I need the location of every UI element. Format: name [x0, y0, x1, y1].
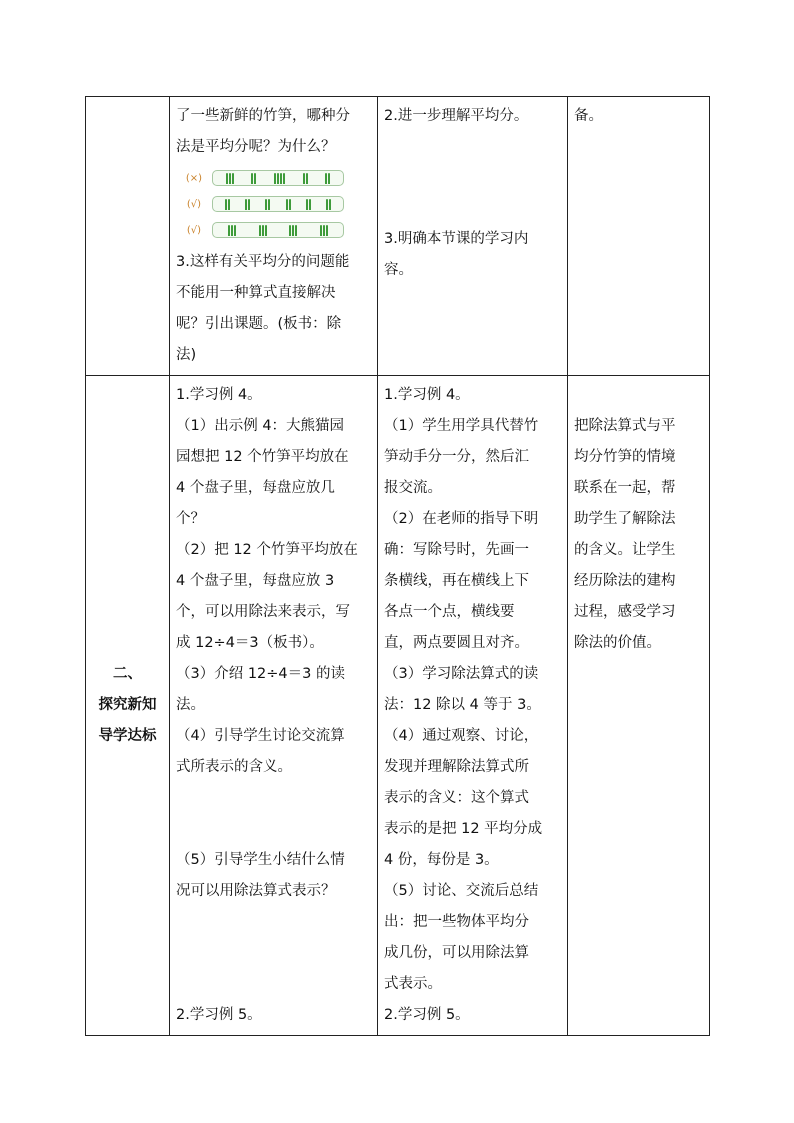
text-line: 1.学习例 4。: [176, 387, 262, 403]
plate-icon: [212, 196, 344, 212]
bamboo-shoot-icon: [274, 173, 285, 184]
text-line: （1）学生用学具代替竹: [384, 418, 539, 434]
text-line: （4）通过观察、讨论，: [384, 728, 539, 744]
text-line: 发现并理解除法算式所: [384, 759, 529, 775]
text-line: 式表示。: [384, 976, 442, 992]
check-mark: (√): [186, 198, 202, 210]
text-line: 表示的含义：这个算式: [384, 790, 529, 806]
figure-row: [176, 217, 371, 243]
bamboo-shoot-icon: [226, 173, 234, 184]
text-line: 联系在一起，帮: [574, 480, 676, 496]
text-line: 表示的是把 12 平均分成: [384, 821, 543, 837]
text-line: 成 12÷4＝3（板书）。: [176, 635, 324, 651]
text-line: 容。: [384, 262, 413, 278]
bamboo-shoot-icon: [225, 199, 230, 210]
bamboo-shoot-icon: [228, 225, 236, 236]
text-line: 把除法算式与平: [574, 418, 676, 434]
text-line: 2.学习例 5。: [384, 1007, 470, 1023]
text-line: 确：写除号时，先画一: [384, 542, 529, 558]
stage-cell: [86, 97, 170, 376]
plate-icon: [212, 222, 344, 238]
check-mark: (×): [185, 172, 203, 184]
text-line: 个？: [176, 511, 205, 527]
plate-icon: [212, 170, 344, 186]
bamboo-shoot-icon: [320, 225, 328, 236]
bamboo-shoot-icon: [251, 173, 256, 184]
text-line: （3）学习除法算式的读: [384, 666, 539, 682]
text-line: （2）把 12 个竹笋平均放在: [176, 542, 358, 558]
text-line: 经历除法的建构: [574, 573, 676, 589]
text-line: 各点一个点，横线要: [384, 604, 515, 620]
text-line: 条横线，再在横线上下: [384, 573, 529, 589]
text-line: 了一些新鲜的竹笋，哪种分: [176, 108, 350, 124]
text-line: （1）出示例 4：大熊猫园: [176, 418, 345, 434]
text-line: （4）引导学生讨论交流算: [176, 728, 345, 744]
text-line: 助学生了解除法: [574, 511, 676, 527]
bamboo-shoot-icon: [245, 199, 250, 210]
stage-title: 探究新知: [98, 697, 157, 713]
text-line: （2）在老师的指导下明: [384, 511, 539, 527]
text-line: 式所表示的含义。: [176, 759, 292, 775]
text-line: 4 个盘子里，每盘应放几: [176, 480, 335, 496]
text-line: 4 个盘子里，每盘应放 3: [176, 573, 335, 589]
text-line: 过程，感受学习: [574, 604, 676, 620]
text-line: 3.这样有关平均分的问题能: [176, 254, 350, 270]
bamboo-shoot-icon: [303, 173, 308, 184]
text-line: 除法的价值。: [574, 635, 661, 651]
bamboo-grouping-figure: [176, 165, 371, 243]
bamboo-shoot-icon: [326, 199, 331, 210]
text-line: 2.进一步理解平均分。: [384, 108, 529, 124]
design-intent-cell: [568, 97, 710, 376]
text-line: 法是平均分呢？为什么？: [176, 139, 336, 155]
text-line: 均分竹笋的情境: [574, 449, 676, 465]
text-line: 出：把一些物体平均分: [384, 914, 529, 930]
text-line: 的含义。让学生: [574, 542, 676, 558]
text-line: 法): [176, 347, 197, 363]
text-line: 成几份，可以用除法算: [384, 945, 529, 961]
bamboo-shoot-icon: [265, 199, 270, 210]
text-line: 3.明确本节课的学习内: [384, 231, 529, 247]
text-line: （5）讨论、交流后总结: [384, 883, 539, 899]
text-line: 不能用一种算式直接解决: [176, 285, 336, 301]
text-line: 笋动手分一分，然后汇: [384, 449, 529, 465]
student-activity-cell: [378, 97, 568, 376]
text-line: 园想把 12 个竹笋平均放在: [176, 449, 349, 465]
text-line: 4 份，每份是 3。: [384, 852, 499, 868]
text-line: 法。: [176, 697, 205, 713]
teacher-activity-cell: [170, 97, 378, 376]
text-line: （5）引导学生小结什么情: [176, 852, 345, 868]
bamboo-shoot-icon: [286, 199, 291, 210]
bamboo-shoot-icon: [325, 173, 330, 184]
text-line: 2.学习例 5。: [176, 1007, 262, 1023]
text-line: 直，两点要圆且对齐。: [384, 635, 529, 651]
design-intent-cell: [568, 376, 710, 1036]
bamboo-shoot-icon: [289, 225, 297, 236]
text-line: （3）介绍 12÷4＝3 的读: [176, 666, 345, 682]
check-mark: (√): [186, 224, 202, 236]
text-line: 呢？引出课题。(板书：除: [176, 316, 342, 332]
text-line: 法：12 除以 4 等于 3。: [384, 697, 541, 713]
stage-title: 导学达标: [98, 728, 157, 744]
stage-cell: [86, 376, 170, 1036]
teacher-activity-cell: [170, 376, 378, 1036]
table-row: [86, 376, 710, 1036]
text-line: 备。: [574, 108, 603, 124]
text-line: 报交流。: [384, 480, 442, 496]
bamboo-shoot-icon: [259, 225, 267, 236]
figure-row: [176, 191, 371, 217]
table-row: [86, 97, 710, 376]
lesson-plan-table: [85, 96, 710, 1036]
text-line: 况可以用除法算式表示？: [176, 883, 336, 899]
stage-number: 二、: [113, 666, 142, 682]
text-line: 个，可以用除法来表示，写: [176, 604, 350, 620]
text-line: 1.学习例 4。: [384, 387, 470, 403]
bamboo-shoot-icon: [306, 199, 311, 210]
student-activity-cell: [378, 376, 568, 1036]
figure-row: [176, 165, 371, 191]
